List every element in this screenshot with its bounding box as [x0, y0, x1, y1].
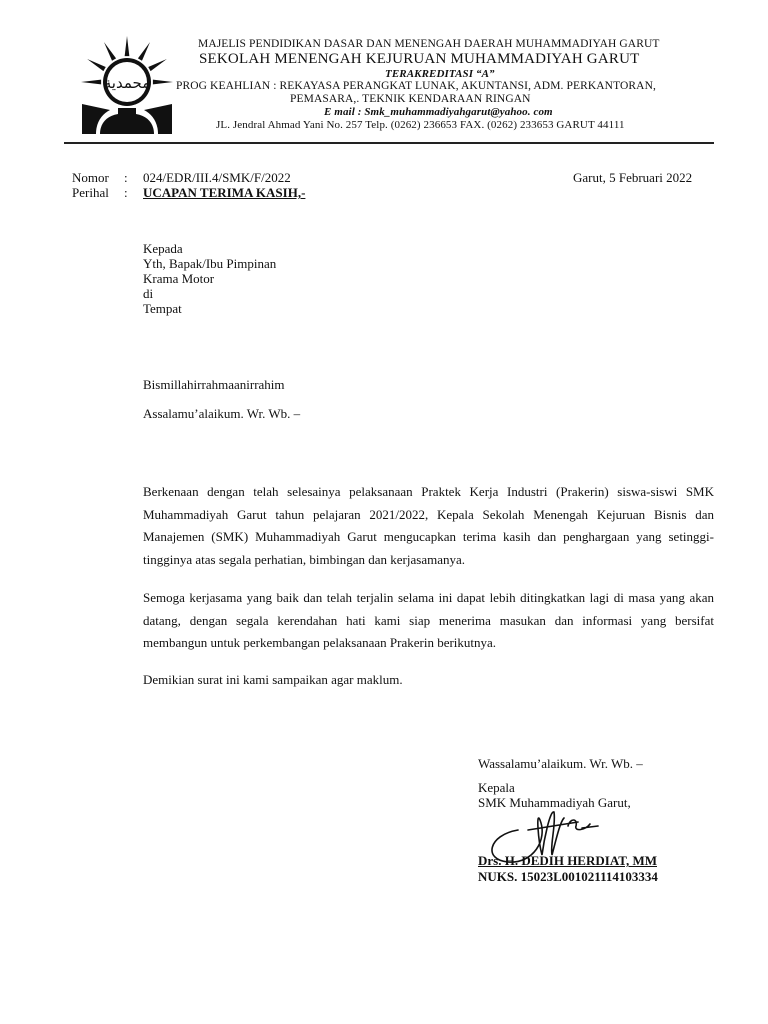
- sun-ray: [125, 36, 130, 56]
- signatory-school: SMK Muhammadiyah Garut,: [478, 795, 631, 810]
- programs-line-2: PEMASARA,. TEKNIK KENDARAAN RINGAN: [290, 93, 531, 105]
- nomor-label: Nomor: [72, 170, 109, 185]
- svg-text:محمدية: محمدية: [103, 74, 151, 92]
- opening-salam: Assalamu’alaikum. Wr. Wb. –: [143, 406, 301, 421]
- sun-ray: [87, 59, 106, 71]
- nomor-colon: :: [124, 170, 128, 185]
- nomor-value: 024/EDR/III.4/SMK/F/2022: [143, 170, 291, 185]
- school-name: SEKOLAH MENENGAH KEJURUAN MUHAMMADIYAH GARUT: [199, 51, 640, 67]
- signatory-name: Drs. H. DEDIH HERDIAT, MM: [478, 853, 657, 868]
- muhammadiyah-sun-emblem-icon: [62, 34, 192, 138]
- council-name: MAJELIS PENDIDIKAN DASAR DAN MENENGAH DAERAH MUHAMMADIYAH GARUT: [198, 38, 660, 50]
- closing-salam: Wassalamu’alaikum. Wr. Wb. –: [478, 756, 643, 771]
- sun-ray: [81, 80, 101, 85]
- letterhead-divider: [64, 142, 714, 144]
- recipient-line: Yth, Bapak/Ibu Pimpinan: [143, 256, 277, 271]
- sun-ray: [153, 80, 173, 85]
- perihal-colon: :: [124, 185, 128, 200]
- body-paragraph: Semoga kerjasama yang baik dan telah terjalin selama ini dapat lebih ditingkatkan lagi di masa yang akan datang, dengan segala kerendahan hati kami siap menerima masukan dan informasi yang bersifat membangun untuk perkembangan pelaksanaan Prakerin berikutnya.: [143, 590, 714, 650]
- body-paragraph: Berkenaan dengan telah selesainya pelaksanaan Praktek Kerja Industri (Prakerin) siswa-siswi SMK Muhammadiyah Garut tahun pelajaran 2021/2022, Kepala Sekolah Menengah Kejuruan Bisnis dan Manajemen (SMK) Muhammadiyah Garut mengucapkan terima kasih dan penghargaan yang setinggi-tingginya atas segala perhatian, bimbingan dan kerjasamanya.: [143, 484, 714, 567]
- recipient-line: di: [143, 286, 154, 301]
- basmalah: Bismillahirrahmaanirrahim: [143, 377, 285, 392]
- letter-date: Garut, 5 Februari 2022: [573, 170, 693, 185]
- signatory-nuks: NUKS. 15023L001021114103334: [478, 869, 658, 884]
- body-paragraph: Demikian surat ini kami sampaikan agar maklum.: [143, 672, 403, 687]
- sun-ray: [148, 59, 167, 71]
- sun-ray: [138, 42, 150, 61]
- school-email: E mail : Smk_muhammadiyahgarut@yahoo. com: [324, 106, 553, 118]
- recipient-line: Kepada: [143, 241, 183, 256]
- recipient-line: Krama Motor: [143, 271, 215, 286]
- recipient-line: Tempat: [143, 301, 182, 316]
- signatory-title: Kepala: [478, 780, 515, 795]
- accreditation-label: TERAKREDITASI “A”: [385, 68, 495, 80]
- sun-ray: [104, 42, 116, 61]
- school-logo: [62, 34, 192, 138]
- programs-line-1: PROG KEAHLIAN : REKAYASA PERANGKAT LUNAK, AKUNTANSI, ADM. PERKANTORAN,: [176, 80, 656, 92]
- perihal-label: Perihal: [72, 185, 109, 200]
- school-address: JL. Jendral Ahmad Yani No. 257 Telp. (0262) 236653 FAX. (0262) 233653 GARUT 44111: [216, 119, 625, 131]
- perihal-value: UCAPAN TERIMA KASIH,-: [143, 185, 306, 200]
